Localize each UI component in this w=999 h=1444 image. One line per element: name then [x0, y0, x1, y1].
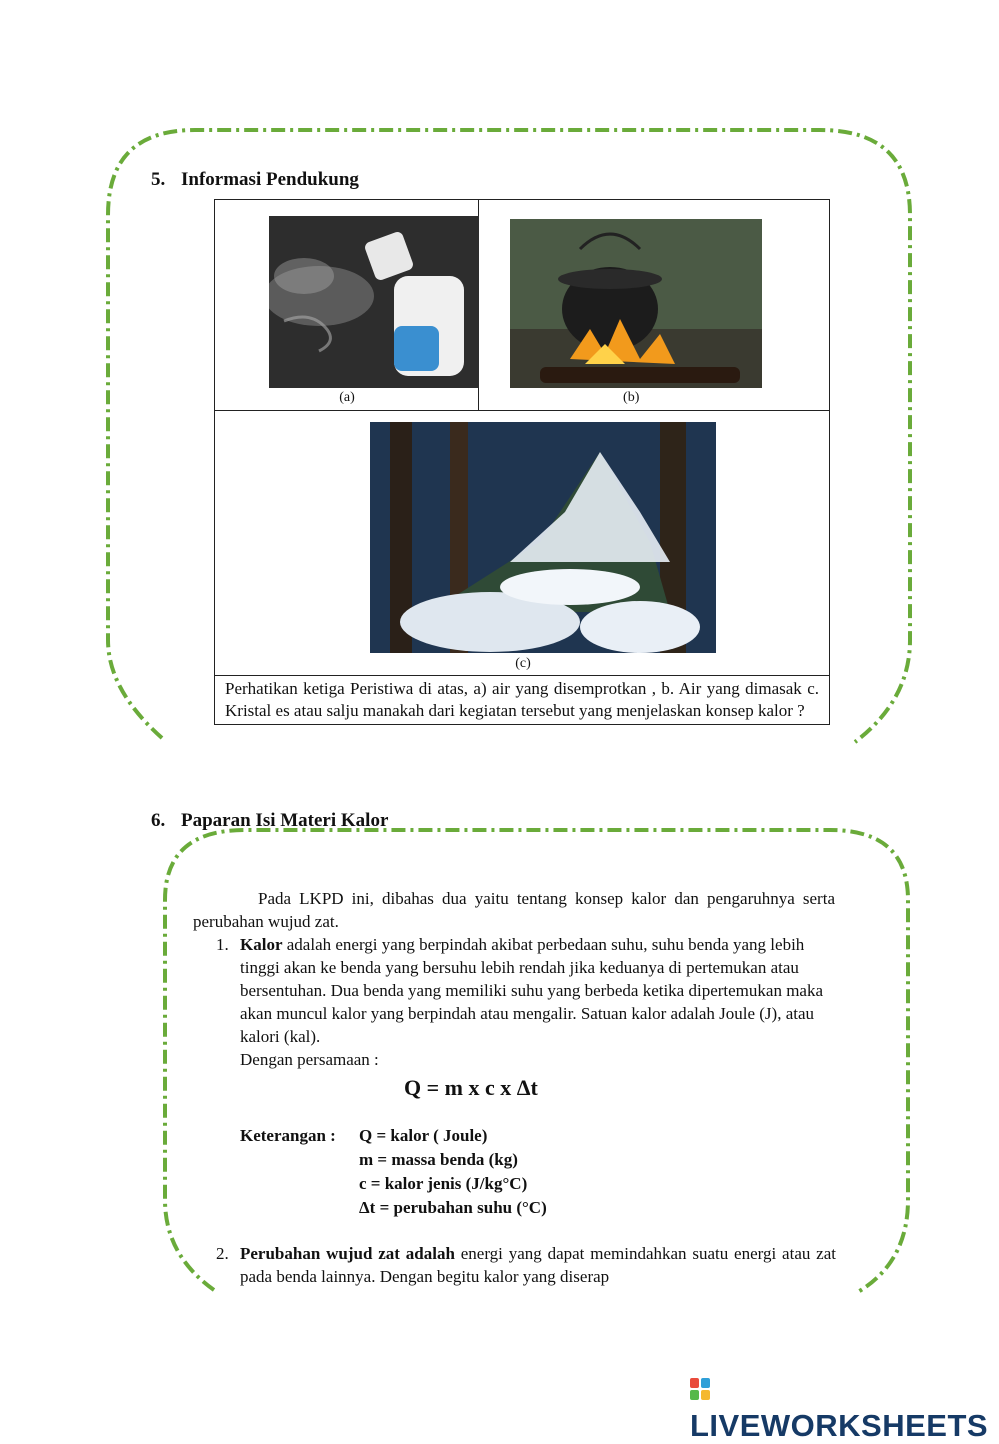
info-table	[214, 199, 830, 725]
list-item-kalor	[216, 933, 836, 1071]
term-perubahan-wujud: Perubahan wujud zat adalah	[240, 1244, 455, 1263]
list-item-perubahan-wujud	[216, 1242, 836, 1288]
equation-intro: Dengan persamaan :	[240, 1050, 379, 1069]
cell-question	[215, 676, 830, 725]
liveworksheets-logo-icon	[690, 1378, 712, 1402]
caption-a: (a)	[339, 390, 355, 405]
keterangan-line: c = kalor jenis (J/kg°C)	[359, 1174, 528, 1193]
perubahan-wujud-definition: energi yang dapat memindahkan suatu energi atau zat pada benda lainnya. Dengan begitu kalor yang diserap	[240, 1244, 836, 1286]
keterangan-line: Δt = perubahan suhu (°C)	[359, 1198, 547, 1217]
caption-c: (c)	[515, 656, 531, 671]
snow-tree-image	[370, 422, 716, 653]
cell-a	[215, 200, 479, 411]
intro-paragraph: Pada LKPD ini, dibahas dua yaitu tentang konsep kalor dan pengaruhnya serta perubahan wujud zat.	[193, 889, 835, 931]
cooking-pot-fire-image	[510, 219, 762, 388]
section6-heading: 6. Paparan Isi Materi Kalor	[151, 810, 389, 831]
question-text: Perhatikan ketiga Peristiwa di atas, a) air yang disemprotkan , b. Air yang dimasak c. Kristal es atau salju manakah dari kegiatan tersebut yang menjelaskan konsep kalor ?	[225, 679, 819, 720]
caption-b: (b)	[623, 390, 640, 405]
kalor-formula: Q = m x c x Δt	[404, 1075, 538, 1100]
keterangan-list	[359, 1124, 547, 1220]
logo-text: LIVEWORKSHEETS	[690, 1408, 989, 1443]
cell-b	[478, 200, 829, 411]
cell-c	[215, 411, 830, 676]
term-kalor: Kalor	[240, 935, 283, 954]
keterangan-line: m = massa benda (kg)	[359, 1150, 518, 1169]
keterangan-label: Keterangan :	[240, 1126, 336, 1145]
keterangan-line: Q = kalor ( Joule)	[359, 1126, 488, 1145]
list-number-1: 1.	[216, 935, 229, 954]
section5-heading: 5. Informasi Pendukung	[151, 169, 359, 190]
nebulizer-image	[269, 216, 479, 388]
kalor-definition: adalah energi yang berpindah akibat perbedaan suhu, suhu benda yang lebih tinggi akan ke benda yang bersuhu lebih rendah jika keduanya di pertemukan atau bersentuhan. Dua benda yang memiliki suhu yang berbeda ketika dipertemukan maka akan muncul kalor yang berpindah atau mengalir. Satuan kalor adalah Joule (J), atau kalori (kal).	[240, 935, 824, 1046]
liveworksheets-logo	[690, 1372, 999, 1444]
list-number-2: 2.	[216, 1244, 229, 1263]
